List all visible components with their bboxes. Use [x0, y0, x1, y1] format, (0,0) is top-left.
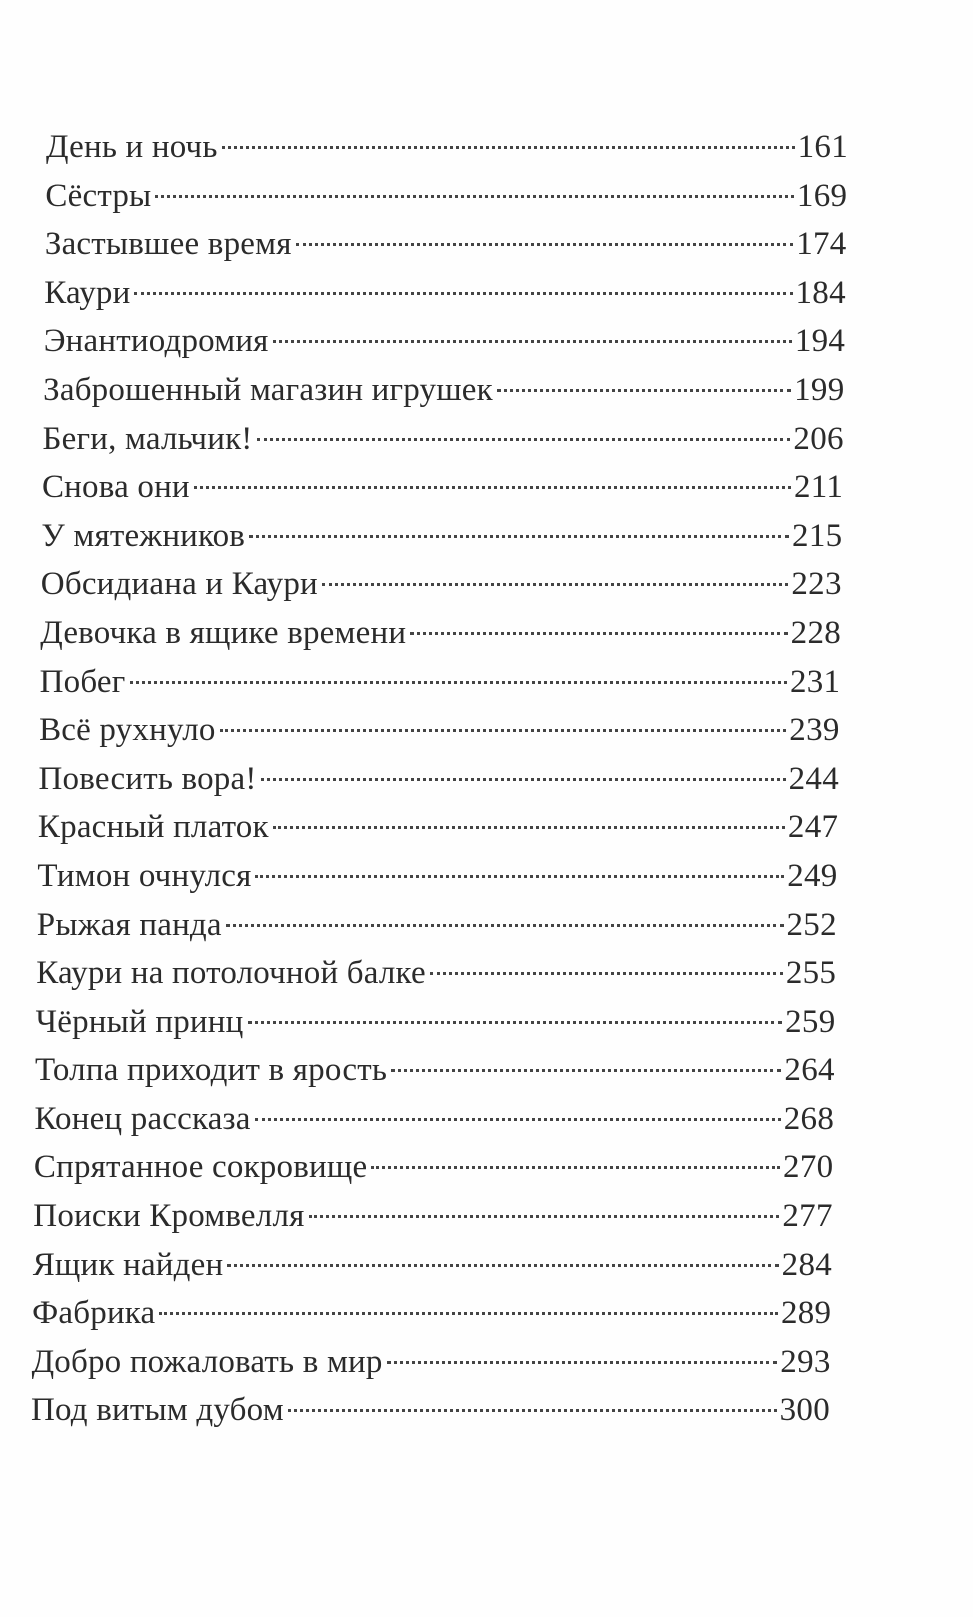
toc-entry-page-number: 264 — [784, 1052, 835, 1089]
toc-entry-title: Поиски Кромвелля — [33, 1198, 305, 1235]
toc-entry-title: Девочка в ящике времени — [40, 614, 407, 651]
toc-entry-title: Под витым дубом — [31, 1392, 284, 1429]
toc-entry-page-number: 252 — [786, 906, 837, 943]
toc-entry-title: Рыжая панда — [36, 906, 222, 943]
toc-entry — [39, 755, 840, 804]
toc-entry-page-number: 247 — [787, 809, 839, 846]
toc-entry-title: Толпа приходит в ярость — [35, 1052, 388, 1089]
toc-entry — [42, 463, 843, 512]
toc-dot-leader — [387, 1361, 778, 1364]
toc-entry-page-number: 300 — [779, 1392, 830, 1429]
toc-dot-leader — [410, 632, 787, 635]
toc-entry-page-number: 293 — [780, 1343, 831, 1380]
toc-dot-leader — [159, 1312, 778, 1315]
toc-dot-leader — [430, 972, 783, 975]
toc-entry-page-number: 259 — [785, 1003, 836, 1040]
toc-entry-title: Спрятанное сокровище — [33, 1149, 368, 1186]
toc-dot-leader — [220, 729, 787, 732]
toc-dot-leader — [296, 243, 794, 246]
toc-dot-leader — [155, 195, 793, 198]
toc-entry — [34, 1143, 834, 1192]
toc-entry-title: Заброшенный магазин игрушек — [43, 371, 493, 408]
toc-entry — [37, 901, 837, 950]
toc-entry-page-number: 228 — [790, 614, 842, 651]
toc-dot-leader — [134, 292, 792, 295]
toc-entry — [40, 609, 841, 658]
toc-entry-page-number: 194 — [794, 323, 846, 360]
toc-entry — [45, 220, 847, 269]
toc-entry — [41, 512, 842, 561]
toc-dot-leader — [273, 340, 792, 343]
toc-entry — [38, 803, 838, 852]
toc-dot-leader — [273, 826, 785, 829]
toc-dot-leader — [248, 1021, 783, 1024]
toc-entry-title: Фабрика — [32, 1295, 156, 1332]
toc-dot-leader — [255, 1118, 781, 1121]
toc-dot-leader — [226, 924, 784, 927]
toc-entry-page-number: 268 — [783, 1100, 835, 1137]
toc-entry-page-number: 184 — [795, 274, 846, 311]
toc-entry — [36, 998, 836, 1047]
toc-entry-page-number: 161 — [797, 129, 848, 165]
toc-entry-page-number: 249 — [787, 857, 838, 894]
toc-entry-title: Беги, мальчик! — [42, 420, 253, 457]
toc-entry-title: Добро пожаловать в мир — [31, 1343, 383, 1380]
toc-dot-leader — [288, 1409, 777, 1412]
toc-entry — [44, 317, 846, 366]
toc-entry-page-number: 199 — [794, 371, 845, 408]
toc-dot-leader — [227, 1264, 778, 1267]
toc-dot-leader — [391, 1069, 781, 1072]
toc-entry — [43, 366, 844, 415]
toc-dot-leader — [261, 778, 786, 781]
toc-entry — [33, 1241, 832, 1290]
toc-entry — [33, 1192, 832, 1241]
toc-entry — [39, 706, 840, 755]
toc-dot-leader — [222, 146, 795, 149]
toc-entry-title: Энантиодромия — [43, 323, 269, 360]
toc-entry-page-number: 174 — [796, 226, 847, 263]
toc-entry-page-number: 255 — [785, 955, 837, 992]
toc-entry-title: Всё рухнуло — [39, 712, 216, 749]
toc-entry — [35, 1046, 835, 1095]
toc-entry — [46, 123, 848, 172]
toc-entry — [44, 269, 846, 318]
toc-entry-page-number: 277 — [782, 1198, 833, 1235]
toc-dot-leader — [255, 875, 784, 878]
toc-entry — [34, 1095, 834, 1144]
toc-entry-title: У мятежников — [41, 517, 246, 554]
toc-entry-page-number: 231 — [789, 663, 841, 700]
toc-entry-title: Красный платок — [37, 809, 269, 846]
toc-dot-leader — [130, 681, 787, 684]
toc-dot-leader — [371, 1166, 780, 1169]
toc-entry-title: Побег — [39, 663, 126, 700]
toc-entry-title: Конец рассказа — [34, 1100, 251, 1137]
toc-dot-leader — [322, 583, 788, 586]
toc-entry — [37, 852, 837, 901]
toc-dot-leader — [249, 535, 789, 538]
toc-entry — [36, 949, 836, 998]
table-of-contents — [0, 123, 973, 1435]
toc-entry-page-number: 211 — [793, 469, 844, 506]
toc-entry — [40, 658, 841, 707]
toc-dot-leader — [194, 486, 791, 489]
toc-entry-page-number: 169 — [796, 177, 848, 214]
toc-entry-title: Чёрный принц — [35, 1003, 244, 1040]
toc-entry-title: Каури на потолочной балке — [36, 955, 426, 992]
toc-entry — [32, 1338, 831, 1387]
toc-entry — [41, 560, 842, 609]
toc-entry-title: Каури — [44, 274, 131, 311]
toc-entry — [31, 1386, 830, 1435]
toc-entry-page-number: 206 — [793, 420, 844, 457]
toc-entry-page-number: 223 — [791, 566, 842, 603]
toc-entry-title: Снова они — [41, 469, 190, 506]
toc-entry-page-number: 284 — [781, 1246, 833, 1283]
toc-entry — [43, 415, 844, 464]
toc-entry — [45, 172, 847, 221]
toc-entry-title: Повесить вора! — [38, 760, 257, 797]
toc-entry-page-number: 239 — [789, 712, 840, 749]
toc-entry-page-number: 215 — [792, 517, 843, 554]
toc-entry-title: Обсидиана и Каури — [40, 566, 318, 603]
toc-entry-title: Сёстры — [45, 177, 152, 214]
toc-entry-title: Застывшее время — [44, 226, 292, 263]
toc-dot-leader — [257, 438, 791, 441]
toc-entry — [32, 1289, 831, 1338]
toc-entry-title: Ящик найден — [32, 1246, 224, 1283]
toc-dot-leader — [309, 1215, 780, 1218]
toc-entry-title: Тимон очнулся — [37, 857, 252, 894]
toc-entry-page-number: 289 — [780, 1295, 832, 1332]
toc-entry-page-number: 270 — [783, 1149, 834, 1186]
toc-dot-leader — [497, 389, 791, 392]
toc-entry-page-number: 244 — [788, 760, 839, 797]
toc-entry-title: День и ночь — [46, 129, 218, 165]
